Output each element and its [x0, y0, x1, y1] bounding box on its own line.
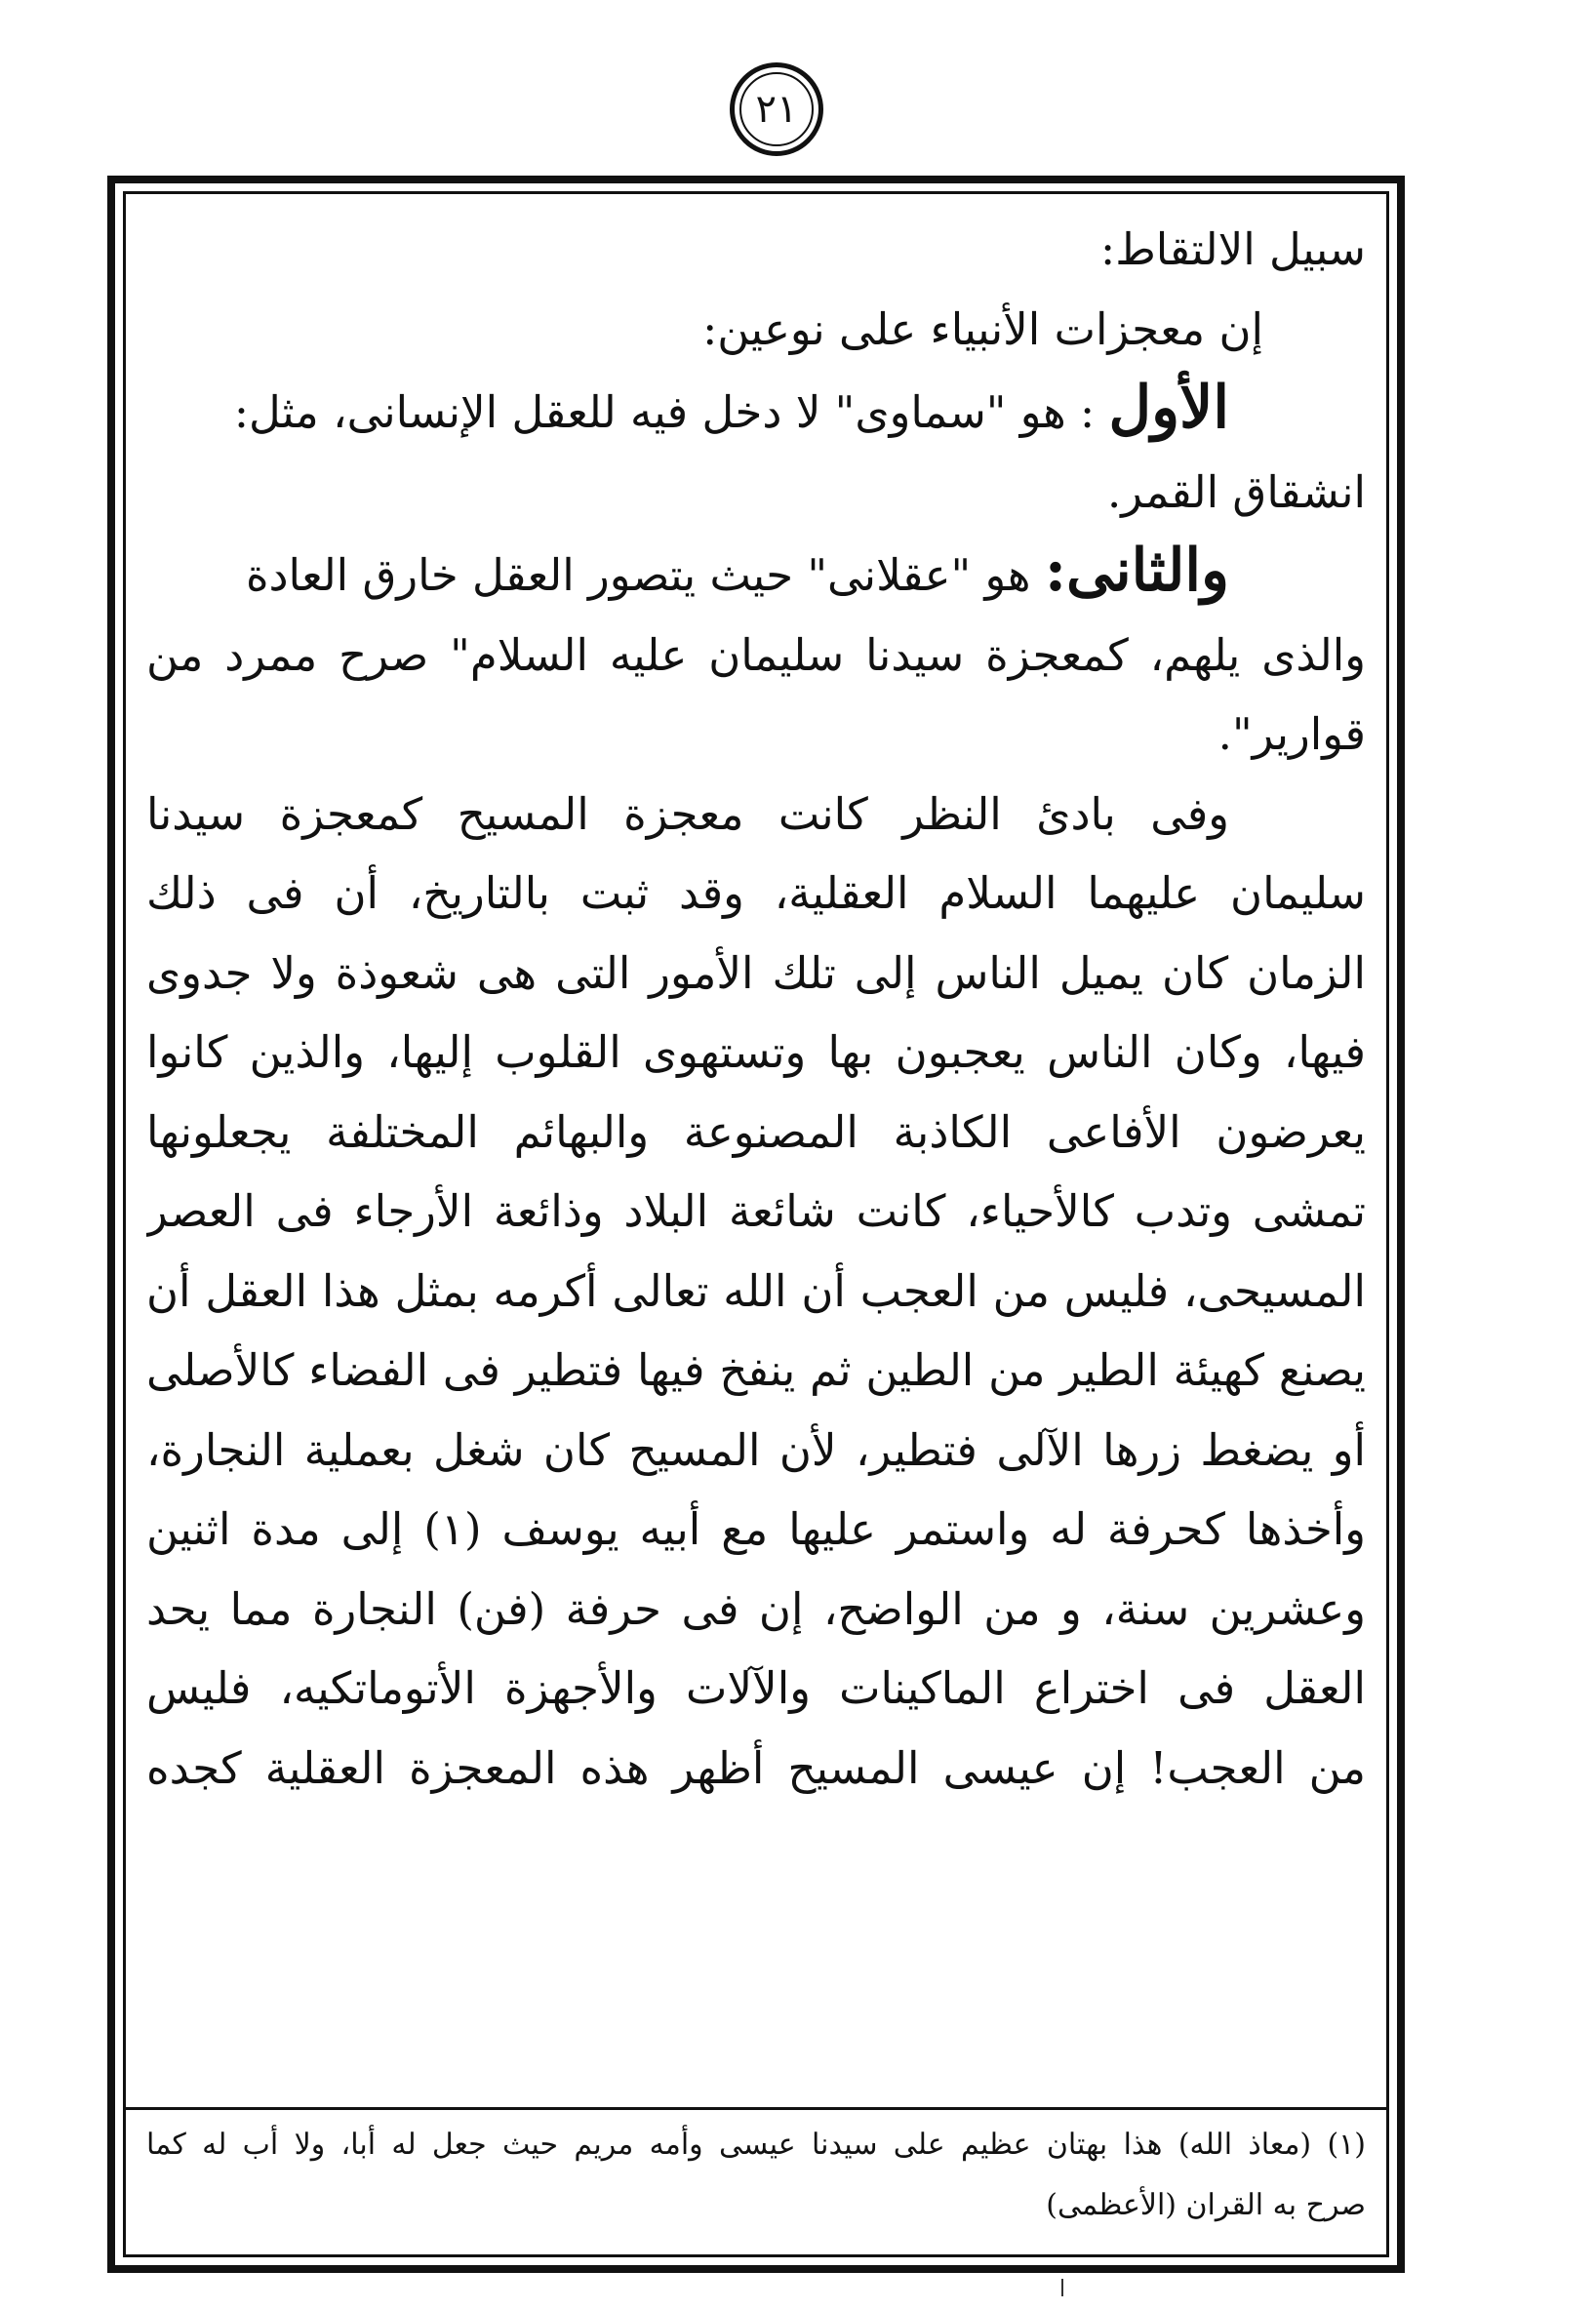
paragraph-line: من العجب! إن عيسى المسيح أظهر هذه المعجزة العقلية كجده: [146, 1741, 1366, 1794]
footnote-line: صرح به القران (الأعظمى): [1046, 2188, 1366, 2222]
intro-line: إن معجزات الأنبياء على نوعين:: [702, 302, 1263, 355]
footnote: [146, 2115, 1366, 2236]
paragraph-line: يصنع كهيئة الطير من الطين ثم ينفخ فيها فتطير فى الفضاء كالأصلى: [146, 1344, 1366, 1396]
paragraph-line: فيها، وكان الناس يعجبون بها وتستهوى القلوب إليها، والذين كانوا: [146, 1026, 1366, 1078]
first-type-line-2: انشقاق القمر.: [1107, 465, 1366, 518]
paragraph-line: وأخذها كحرفة له واستمر عليها مع أبيه يوسف (١) إلى مدة اثنين: [146, 1503, 1366, 1555]
second-type-text: هو "عقلانى" حيث يتصور العقل خارق العادة: [245, 549, 1031, 601]
paragraph-line: سليمان عليهما السلام العقلية، وقد ثبت بالتاريخ، أن فى ذلك: [146, 867, 1366, 919]
second-type-line-2: والذى يلهم، كمعجزة سيدنا سليمان عليه السلام" صرح ممرد من: [146, 628, 1366, 681]
second-type-label: والثانى:: [1044, 537, 1229, 605]
page-number-badge: [730, 62, 823, 156]
page-number: ٢١: [755, 87, 798, 132]
second-type-line: [146, 532, 1366, 616]
paragraph-line: وفى بادئ النظر كانت معجزة المسيح كمعجزة سيدنا: [146, 787, 1229, 840]
paragraph-line: أو يضغط زرها الآلى فتطير، لأن المسيح كان شغل بعملية النجارة،: [146, 1423, 1366, 1476]
paragraph-line: وعشرين سنة، و من الواضح، إن فى حرفة (فن) النجارة مما يحد: [146, 1582, 1366, 1635]
main-text: [146, 210, 1366, 1808]
second-type-line-3: قوارير".: [1217, 708, 1366, 760]
scan-mark: [1061, 2279, 1063, 2296]
first-type-label: الأول: [1108, 374, 1229, 442]
section-heading: سبيل الالتقاط:: [1100, 223, 1366, 275]
paragraph-line: تمشى وتدب كالأحياء، كانت شائعة البلاد وذائعة الأرجاء فى العصر: [146, 1185, 1366, 1237]
footnote-divider: [123, 2107, 1389, 2110]
first-type-text: : هو "سماوى" لا دخل فيه للعقل الإنسانى، مثل:: [233, 386, 1096, 438]
paragraph-line: العقل فى اختراع الماكينات والآلات والأجهزة الأتوماتكيه، فليس: [146, 1662, 1366, 1714]
paragraph-line: الزمان كان يميل الناس إلى تلك الأمور التى هى شعوذة ولا جدوى: [146, 946, 1366, 999]
paragraph-line: المسيحى، فليس من العجب أن الله تعالى أكرمه بمثل هذا العقل أن: [146, 1264, 1366, 1317]
footnote-line: (١) (معاذ الله) هذا بهتان عظيم على سيدنا عيسى وأمه مريم حيث جعل له أبا، ولا أب له كما: [146, 2128, 1366, 2162]
first-type-line: [146, 369, 1366, 453]
paragraph-line: يعرضون الأفاعى الكاذبة المصنوعة والبهائم المختلفة يجعلونها: [146, 1105, 1366, 1158]
